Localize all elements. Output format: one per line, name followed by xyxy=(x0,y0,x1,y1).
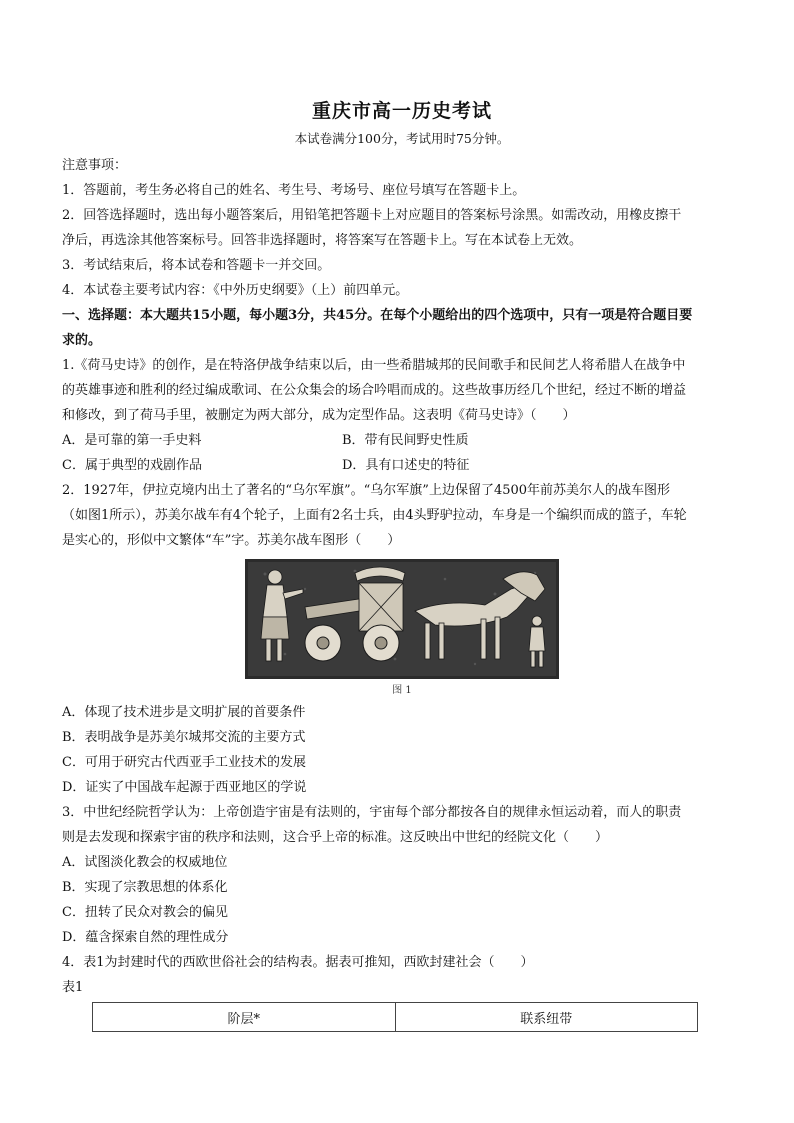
q1-option-d: D．具有口述史的特征 xyxy=(342,458,470,473)
q1-options-row xyxy=(62,428,742,453)
q3-option-d: D．蕴含探索自然的理性成分 xyxy=(62,930,229,945)
ur-standard-chariot-image xyxy=(245,559,559,679)
q3-option-a: A．试图淡化教会的权威地位 xyxy=(62,855,228,870)
q2-stem: 是实心的，形似中文繁体“车”字。苏美尔战车图形（ ） xyxy=(62,533,401,548)
note-item: 4．本试卷主要考试内容：《中外历史纲要》（上）前四单元。 xyxy=(62,283,409,298)
q2-stem: 2．1927年，伊拉克境内出土了著名的“乌尔军旗”。“乌尔军旗”上边保留了4500年前苏美尔人的战车图形 xyxy=(62,483,671,498)
exam-subtitle: 本试卷满分100分，考试用时75分钟。 xyxy=(294,131,510,146)
q3-option-b: B．实现了宗教思想的体系化 xyxy=(62,880,228,895)
table-header-cell: 阶层* xyxy=(93,1003,396,1032)
note-item: 3．考试结束后，将本试卷和答题卡一并交回。 xyxy=(62,258,331,273)
table-1 xyxy=(92,1002,698,1032)
q3-stem: 则是去发现和探索宇宙的秩序和法则，这合乎上帝的标准。这反映出中世纪的经院文化（ ） xyxy=(62,830,609,845)
section-heading-cont: 求的。 xyxy=(62,333,102,348)
q2-option-b: B．表明战争是苏美尔城邦交流的主要方式 xyxy=(62,730,306,745)
q4-stem: 4．表1为封建时代的西欧世俗社会的结构表。据表可推知，西欧封建社会（ ） xyxy=(62,955,534,970)
table-header-cell: 联系纽带 xyxy=(395,1003,698,1032)
q1-stem: 1.《荷马史诗》的创作，是在特洛伊战争结束以后，由一些希腊城邦的民间歌手和民间艺人将希腊人在战争中 xyxy=(62,358,686,373)
q2-option-a: A．体现了技术进步是文明扩展的首要条件 xyxy=(62,705,306,720)
q3-stem: 3．中世纪经院哲学认为：上帝创造宇宙是有法则的，宇宙每个部分都按各自的规律永恒运动着，而人的职责 xyxy=(62,805,682,820)
note-item: 1．答题前，考生务必将自己的姓名、考生号、考场号、座位号填写在答题卡上。 xyxy=(62,183,526,198)
q1-option-c: C．属于典型的戏剧作品 xyxy=(62,458,202,473)
q1-option-a: A．是可靠的第一手史料 xyxy=(62,433,202,448)
q3-option-c: C．扭转了民众对教会的偏见 xyxy=(62,905,228,920)
q1-options-row xyxy=(62,453,742,478)
table-header-row xyxy=(93,1003,698,1032)
q1-option-b: B．带有民间野史性质 xyxy=(342,433,469,448)
exam-title: 重庆市高一历史考试 xyxy=(311,100,492,122)
q2-option-c: C．可用于研究古代西亚手工业技术的发展 xyxy=(62,755,306,770)
section-heading: 一、选择题：本大题共15小题，每小题3分，共45分。在每个小题给出的四个选项中，只有一项是符合题目要 xyxy=(62,308,693,323)
note-item: 净后，再选涂其他答案标号。回答非选择题时，将答案写在答题卡上。写在本试卷上无效。 xyxy=(62,233,583,248)
q2-stem: （如图1所示），苏美尔战车有4个轮子，上面有2名士兵，由4头野驴拉动，车身是一个编织而成的篮子，车轮 xyxy=(62,508,687,523)
q1-stem: 的英雄事迹和胜利的经过编成歌词、在公众集会的场合吟唱而成的。这些故事历经几个世纪，经过不断的增益 xyxy=(62,383,687,398)
exam-page xyxy=(62,96,742,1032)
q1-stem: 和修改，到了荷马手里，被删定为两大部分，成为定型作品。这表明《荷马史诗》（ ） xyxy=(62,408,576,423)
table-label: 表1 xyxy=(62,980,84,995)
notes-heading: 注意事项： xyxy=(62,158,128,173)
q2-option-d: D．证实了中国战车起源于西亚地区的学说 xyxy=(62,780,307,795)
figure-1 xyxy=(62,559,742,696)
note-item: 2．回答选择题时，选出每小题答案后，用铅笔把答题卡上对应题目的答案标号涂黑。如需改动，用橡皮擦干 xyxy=(62,208,682,223)
figure-caption: 图 1 xyxy=(392,685,412,696)
